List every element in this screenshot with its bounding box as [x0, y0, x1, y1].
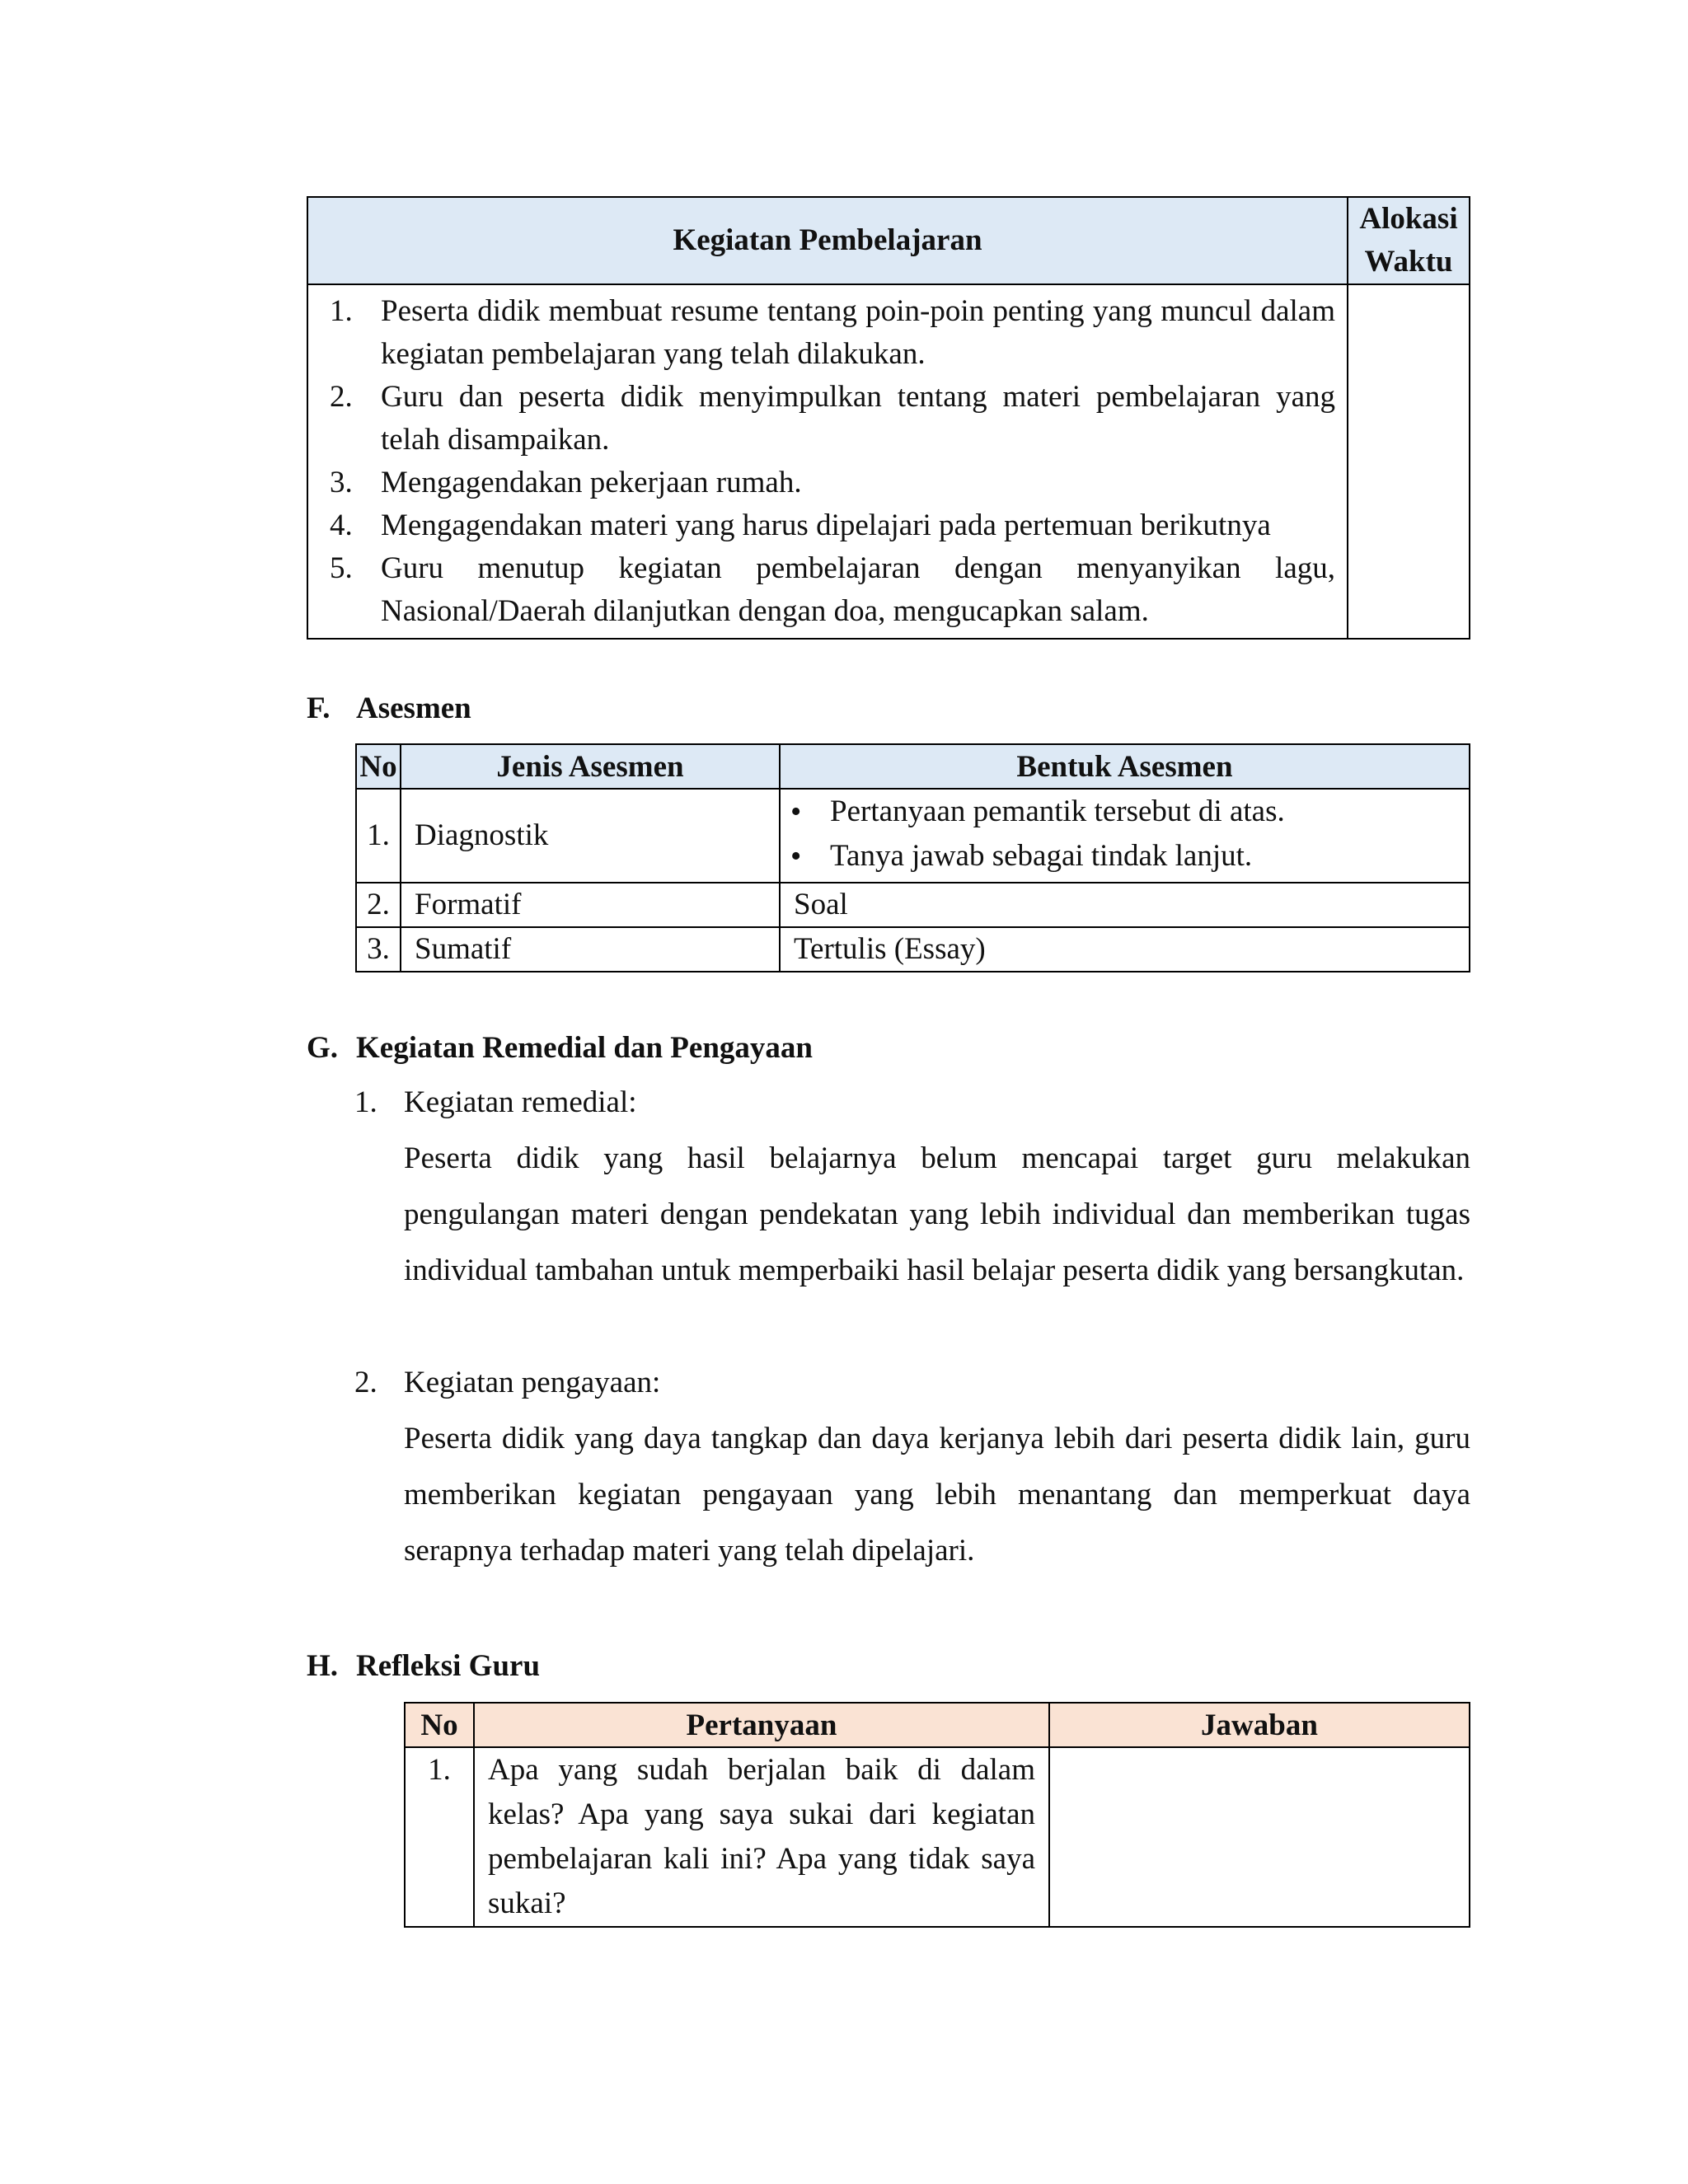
header-jenis-asesmen: Jenis Asesmen [401, 744, 780, 789]
section-h-heading: H. Refleksi Guru [307, 1649, 541, 1683]
list-item: • Pertanyaan pemantik tersebut di atas. [781, 790, 1456, 834]
table-row: 1. Apa yang sudah berjalan baik di dalam kelas? Apa yang saya sukai dari kegiatan pembelajaran kali ini? Apa yang tidak saya sukai? [405, 1747, 1470, 1927]
question-cell: Apa yang sudah berjalan baik di dalam kelas? Apa yang saya sukai dari kegiatan pembelajaran kali ini? Apa yang tidak saya sukai? [474, 1747, 1049, 1927]
table-row: 3. Sumatif Tertulis (Essay) [356, 927, 1470, 972]
header-no: No [405, 1703, 474, 1747]
list-item: 3. Mengagendakan pekerjaan rumah. [330, 466, 802, 499]
header-alokasi-line1: Alokasi [1359, 202, 1458, 236]
list-item: 4. Mengagendakan materi yang harus dipelajari pada pertemuan berikutnya [330, 509, 1271, 542]
header-alokasi-waktu [1348, 197, 1470, 284]
answer-cell[interactable] [1049, 1747, 1470, 1927]
assessment-table [355, 743, 1470, 972]
table-row: 2. Formatif Soal [356, 883, 1470, 927]
learning-activities-table [307, 196, 1470, 640]
header-bentuk-asesmen: Bentuk Asesmen [780, 744, 1470, 789]
list-item: 1. Peserta didik membuat resume tentang poin-poin penting yang muncul dalam kegiatan pembelajaran yang telah dilakukan. [330, 294, 1335, 371]
header-kegiatan: Kegiatan Pembelajaran [307, 197, 1348, 284]
table-row: 1. Diagnostik • Pertanyaan pemantik tersebut di atas. • Tanya jawab sebagai tindak lanjut. [356, 789, 1470, 883]
remedial-paragraph: Peserta didik yang hasil belajarnya belum mencapai target guru melakukan pengulangan materi dengan pendekatan yang lebih individual dan memberikan tugas individual tambahan untuk memperbaiki hasil belajar peserta didik yang bersangkutan. [404, 1141, 1470, 1287]
header-jawaban: Jawaban [1049, 1703, 1470, 1747]
list-item: • Tanya jawab sebagai tindak lanjut. [781, 834, 1456, 879]
activities-list [308, 290, 1335, 633]
section-f-heading: F. Asesmen [307, 691, 471, 725]
list-item: 2. Guru dan peserta didik menyimpulkan tentang materi pembelajaran yang telah disampaikan. [330, 380, 1335, 457]
teacher-reflection-table [404, 1702, 1470, 1928]
enrichment-paragraph: Peserta didik yang daya tangkap dan daya kerjanya lebih dari peserta didik lain, guru memberikan kegiatan pengayaan yang lebih menantang dan memperkuat daya serapnya terhadap materi yang telah dipelajari. [404, 1422, 1470, 1568]
list-item: 5. Guru menutup kegiatan pembelajaran dengan menyanyikan lagu, Nasional/Daerah dilanjutkan dengan doa, mengucapkan salam. [330, 551, 1335, 628]
time-allocation-cell [1348, 284, 1470, 639]
header-alokasi-line2: Waktu [1364, 245, 1453, 279]
remedial-label: 1. Kegiatan remedial: [354, 1085, 637, 1119]
header-no: No [356, 744, 401, 789]
enrichment-label: 2. Kegiatan pengayaan: [354, 1366, 661, 1399]
activities-cell [307, 284, 1348, 639]
section-g-heading: G. Kegiatan Remedial dan Pengayaan [307, 1031, 813, 1065]
bullet-list [781, 790, 1456, 879]
header-pertanyaan: Pertanyaan [474, 1703, 1049, 1747]
